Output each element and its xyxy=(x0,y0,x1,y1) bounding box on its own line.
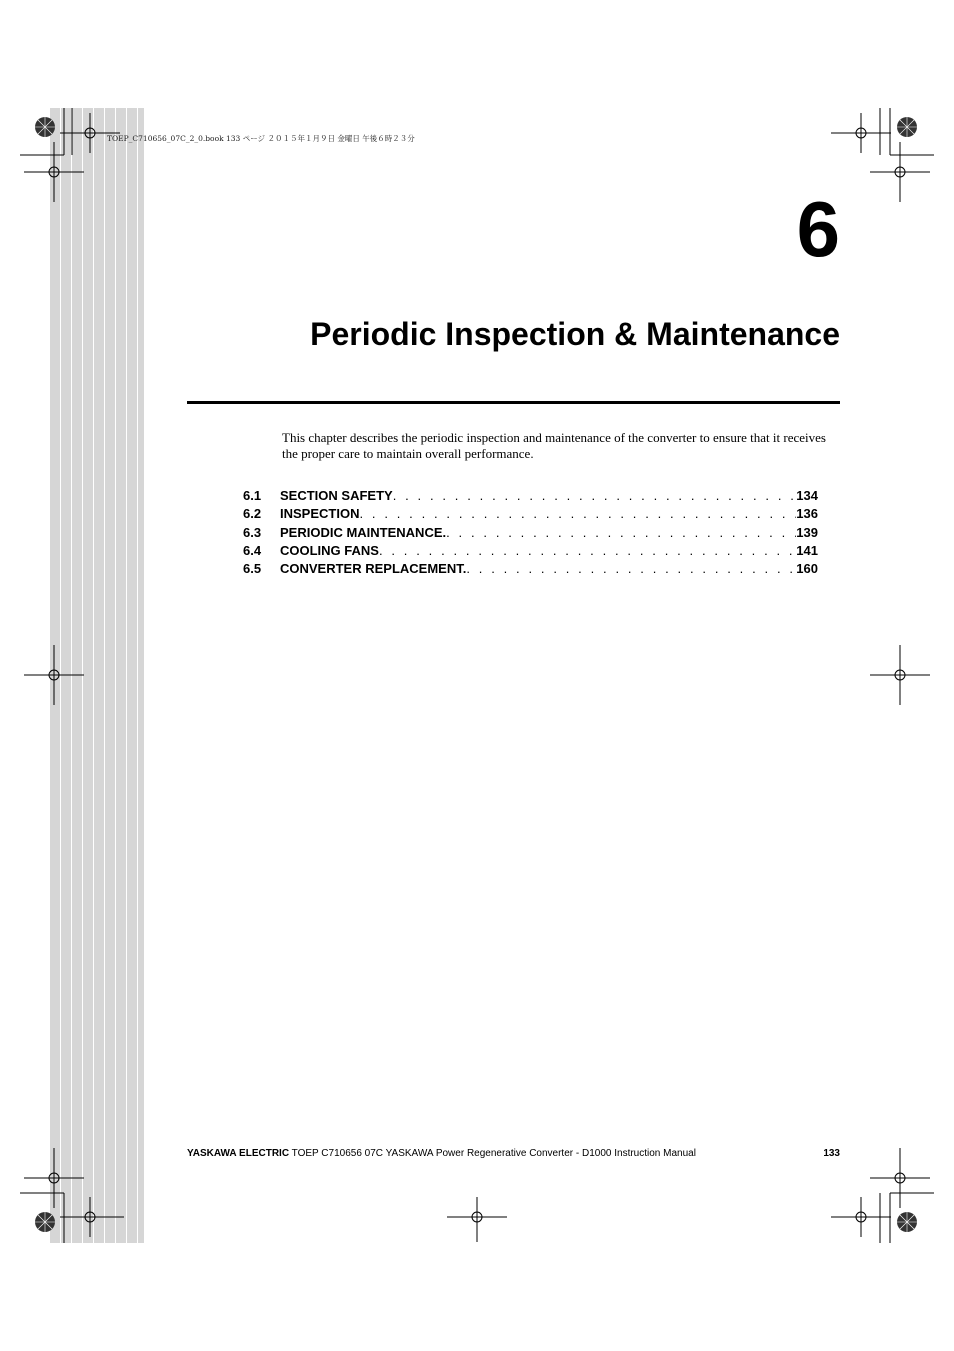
toc-entry[interactable] xyxy=(243,525,818,543)
toc-leader xyxy=(466,561,796,576)
toc-leader xyxy=(446,525,796,540)
table-of-contents xyxy=(243,488,818,579)
toc-title: INSPECTION xyxy=(280,506,360,522)
chapter-intro: This chapter describes the periodic inspection and maintenance of the converter to ensure that it receives the proper care to maintain overall performance. xyxy=(282,430,826,461)
footer-brand: YASKAWA ELECTRIC xyxy=(187,1148,290,1159)
toc-entry[interactable] xyxy=(243,506,818,524)
print-info-header: TOEP_C710656_07C_2_0.book 133 ページ ２０１５年１月９日 金曜日 午後６時２３分 xyxy=(107,134,415,143)
toc-number: 6.1 xyxy=(243,488,262,503)
toc-number: 6.4 xyxy=(243,542,262,558)
toc-number: 6.5 xyxy=(243,561,262,577)
page-number: 133 xyxy=(823,1148,840,1159)
toc-entry[interactable] xyxy=(243,543,818,561)
toc-entry[interactable] xyxy=(243,488,818,506)
toc-leader xyxy=(393,488,797,503)
toc-leader xyxy=(359,506,796,521)
toc-page: 136 xyxy=(796,506,818,522)
toc-leader xyxy=(379,543,796,558)
toc-page: 139 xyxy=(796,524,818,540)
toc-number: 6.2 xyxy=(243,506,262,522)
starburst-mark xyxy=(35,117,917,1232)
toc-title: COOLING FANS xyxy=(280,542,379,558)
toc-entry[interactable] xyxy=(243,561,818,579)
toc-title: SECTION SAFETY xyxy=(280,488,393,503)
toc-page: 160 xyxy=(796,561,818,577)
footer-doc-title: TOEP C710656 07C YASKAWA Power Regenerative Converter - D1000 Instruction Manual xyxy=(289,1148,696,1159)
title-divider xyxy=(187,401,840,404)
crosshair-mark xyxy=(24,113,930,1242)
chapter-number: 6 xyxy=(796,185,840,273)
toc-page: 141 xyxy=(796,542,818,558)
chapter-title: Periodic Inspection & Maintenance xyxy=(310,316,840,352)
toc-title: PERIODIC MAINTENANCE. xyxy=(280,524,447,540)
toc-title: CONVERTER REPLACEMENT. xyxy=(280,561,467,577)
page-footer xyxy=(187,1148,840,1159)
toc-number: 6.3 xyxy=(243,524,262,540)
toc-page: 134 xyxy=(796,488,818,503)
